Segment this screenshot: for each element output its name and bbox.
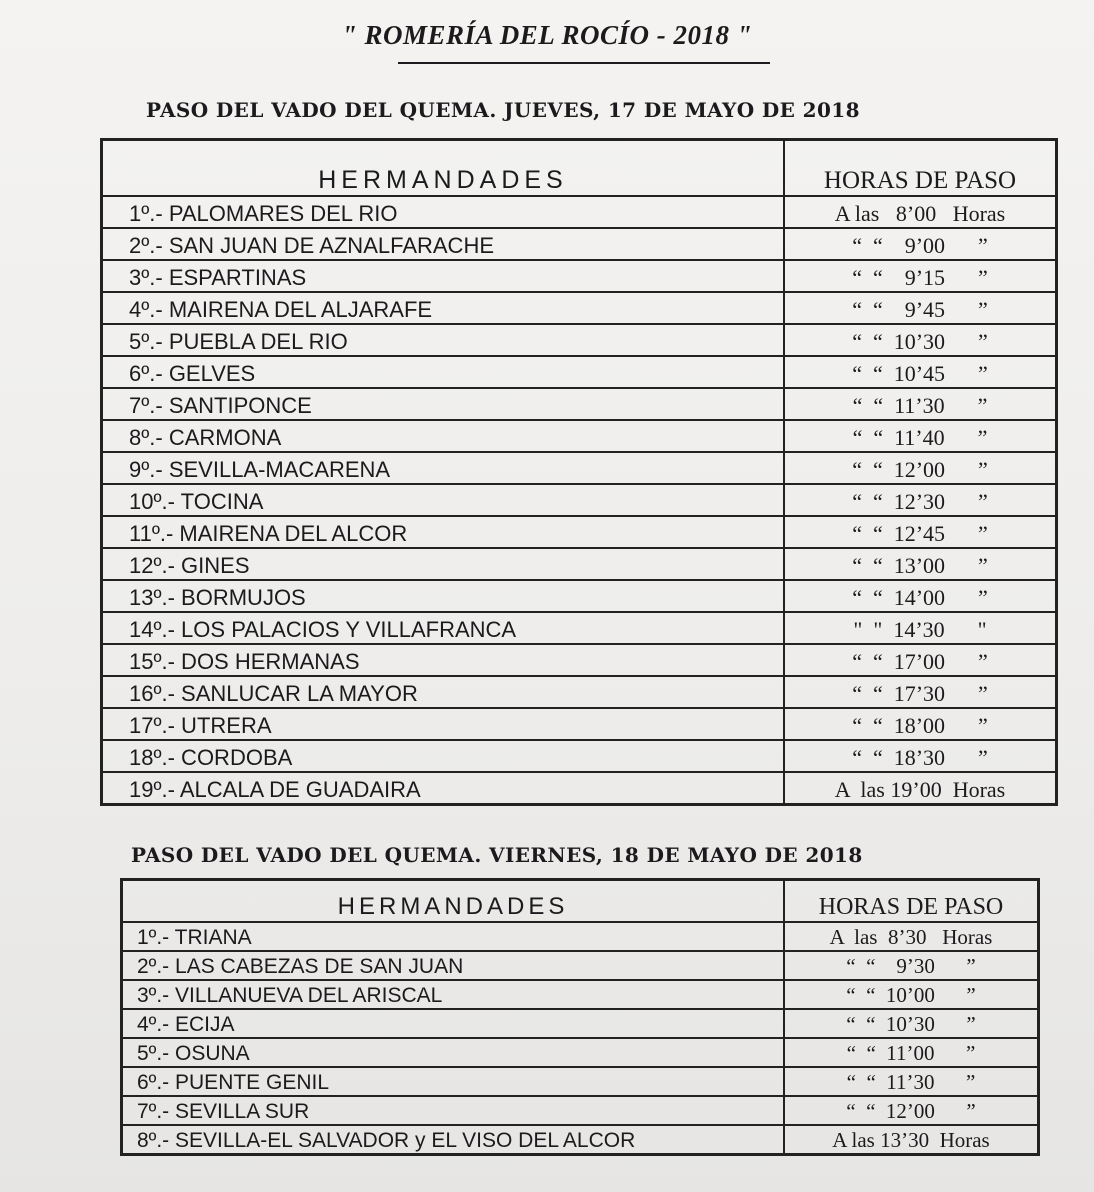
table-row <box>122 1125 1039 1155</box>
passage-time: “ “ 12’45 ” <box>784 516 1057 548</box>
column-header-hermandades: HERMANDADES <box>102 140 785 197</box>
table-row <box>102 452 1057 484</box>
hermandad-name: 7º.- SEVILLA SUR <box>122 1096 785 1125</box>
hermandad-name: 1º.- TRIANA <box>122 922 785 951</box>
hermandad-name: 15º.- DOS HERMANAS <box>102 644 785 676</box>
table-row <box>102 292 1057 324</box>
passage-time: “ “ 17’30 ” <box>784 676 1057 708</box>
hermandad-name: 16º.- SANLUCAR LA MAYOR <box>102 676 785 708</box>
passage-time: “ “ 17’00 ” <box>784 644 1057 676</box>
section-heading-thursday: PASO DEL VADO DEL QUEMA. JUEVES, 17 DE MAYO DE 2018 <box>146 98 860 122</box>
table-row <box>102 228 1057 260</box>
passage-time: “ “ 11’30 ” <box>784 1067 1039 1096</box>
schedule-table-thursday <box>100 138 1058 806</box>
hermandad-name: 12º.- GINES <box>102 548 785 580</box>
table-row <box>122 922 1039 951</box>
table-row <box>102 484 1057 516</box>
table-row <box>102 260 1057 292</box>
passage-time: “ “ 9’30 ” <box>784 951 1039 980</box>
hermandad-name: 13º.- BORMUJOS <box>102 580 785 612</box>
passage-time: “ “ 10’30 ” <box>784 1009 1039 1038</box>
passage-time: “ “ 11’40 ” <box>784 420 1057 452</box>
table-row <box>102 708 1057 740</box>
hermandad-name: 6º.- GELVES <box>102 356 785 388</box>
hermandad-name: 2º.- SAN JUAN DE AZNALFARACHE <box>102 228 785 260</box>
hermandad-name: 5º.- OSUNA <box>122 1038 785 1067</box>
table-header-row <box>122 880 1039 923</box>
table-row <box>102 420 1057 452</box>
hermandad-name: 5º.- PUEBLA DEL RIO <box>102 324 785 356</box>
table-row <box>102 612 1057 644</box>
passage-time: “ “ 11’00 ” <box>784 1038 1039 1067</box>
passage-time: " " 14’30 " <box>784 612 1057 644</box>
table-row <box>122 980 1039 1009</box>
passage-time: A las 8’00 Horas <box>784 196 1057 228</box>
hermandad-name: 17º.- UTRERA <box>102 708 785 740</box>
hermandad-name: 11º.- MAIRENA DEL ALCOR <box>102 516 785 548</box>
hermandad-name: 8º.- CARMONA <box>102 420 785 452</box>
table-row <box>102 356 1057 388</box>
passage-time: “ “ 11’30 ” <box>784 388 1057 420</box>
passage-time: “ “ 12’00 ” <box>784 1096 1039 1125</box>
table-row <box>122 1096 1039 1125</box>
passage-time: “ “ 10’30 ” <box>784 324 1057 356</box>
table-row <box>122 1067 1039 1096</box>
passage-time: A las 19’00 Horas <box>784 772 1057 805</box>
hermandad-name: 18º.- CORDOBA <box>102 740 785 772</box>
table-row <box>102 548 1057 580</box>
table-row <box>122 1009 1039 1038</box>
hermandad-name: 9º.- SEVILLA-MACARENA <box>102 452 785 484</box>
passage-time: “ “ 9’15 ” <box>784 260 1057 292</box>
passage-time: “ “ 9’45 ” <box>784 292 1057 324</box>
passage-time: “ “ 10’00 ” <box>784 980 1039 1009</box>
schedule-table-friday <box>120 878 1040 1156</box>
table-row <box>102 324 1057 356</box>
hermandad-name: 10º.- TOCINA <box>102 484 785 516</box>
table-row <box>102 580 1057 612</box>
passage-time: A las 8’30 Horas <box>784 922 1039 951</box>
table-row <box>102 676 1057 708</box>
hermandad-name: 8º.- SEVILLA-EL SALVADOR y EL VISO DEL ALCOR <box>122 1125 785 1155</box>
column-header-horas: HORAS DE PASO <box>784 140 1057 197</box>
passage-time: “ “ 14’00 ” <box>784 580 1057 612</box>
document-title: " ROMERÍA DEL ROCÍO - 2018 " <box>341 20 753 50</box>
passage-time: “ “ 12’30 ” <box>784 484 1057 516</box>
table-row <box>102 196 1057 228</box>
table-header-row <box>102 140 1057 197</box>
passage-time: “ “ 18’30 ” <box>784 740 1057 772</box>
passage-time: “ “ 18’00 ” <box>784 708 1057 740</box>
table-row <box>122 1038 1039 1067</box>
hermandad-name: 7º.- SANTIPONCE <box>102 388 785 420</box>
hermandad-name: 3º.- ESPARTINAS <box>102 260 785 292</box>
hermandad-name: 1º.- PALOMARES DEL RIO <box>102 196 785 228</box>
hermandad-name: 3º.- VILLANUEVA DEL ARISCAL <box>122 980 785 1009</box>
hermandad-name: 14º.- LOS PALACIOS Y VILLAFRANCA <box>102 612 785 644</box>
table-row <box>102 516 1057 548</box>
hermandad-name: 4º.- ECIJA <box>122 1009 785 1038</box>
hermandad-name: 6º.- PUENTE GENIL <box>122 1067 785 1096</box>
section-heading-friday: PASO DEL VADO DEL QUEMA. VIERNES, 18 DE MAYO DE 2018 <box>131 843 863 867</box>
passage-time: “ “ 10’45 ” <box>784 356 1057 388</box>
title-underline <box>398 62 770 64</box>
table-row <box>122 951 1039 980</box>
hermandad-name: 4º.- MAIRENA DEL ALJARAFE <box>102 292 785 324</box>
column-header-hermandades: HERMANDADES <box>122 880 785 923</box>
table-row <box>102 388 1057 420</box>
passage-time: A las 13’30 Horas <box>784 1125 1039 1155</box>
table-row <box>102 740 1057 772</box>
table-row <box>102 644 1057 676</box>
table-row <box>102 772 1057 805</box>
passage-time: “ “ 9’00 ” <box>784 228 1057 260</box>
passage-time: “ “ 13’00 ” <box>784 548 1057 580</box>
passage-time: “ “ 12’00 ” <box>784 452 1057 484</box>
hermandad-name: 19º.- ALCALA DE GUADAIRA <box>102 772 785 805</box>
column-header-horas: HORAS DE PASO <box>784 880 1039 923</box>
hermandad-name: 2º.- LAS CABEZAS DE SAN JUAN <box>122 951 785 980</box>
